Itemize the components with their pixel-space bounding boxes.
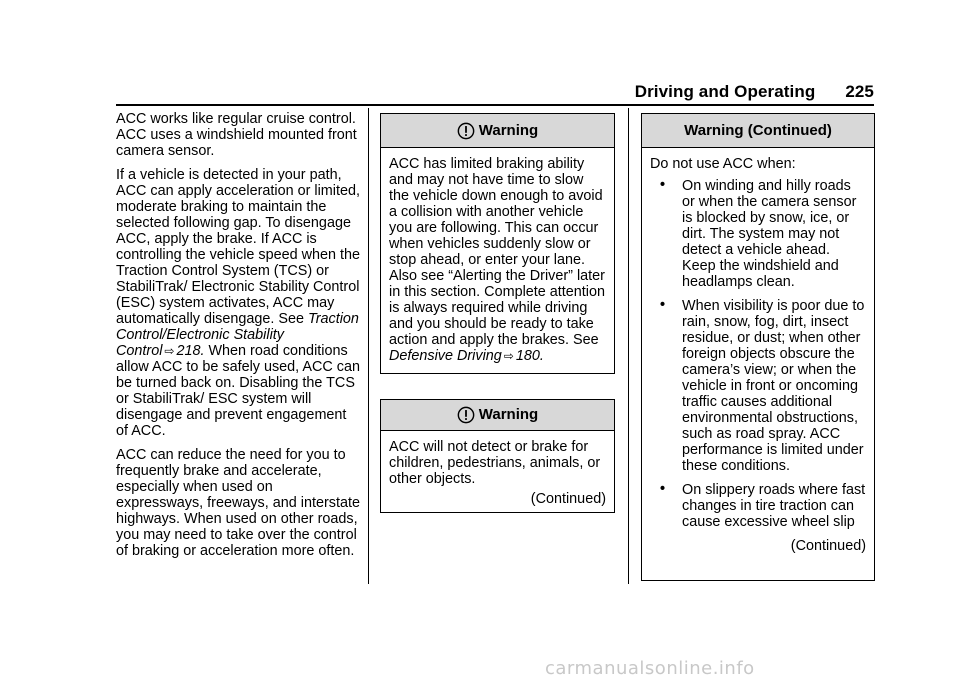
column-divider [368,108,369,584]
warning-box-continued [641,113,875,581]
list-item-text: On winding and hilly roads or when the camera sensor is blocked by snow, ice, or dirt. The system may not detect a vehicle ahead. Keep the windshield and headlamps clean. [682,178,857,290]
warning-body [642,148,874,560]
xref-defensive-driving[interactable]: Defensive Driving [389,348,502,364]
list-item [650,482,866,530]
continued-label: (Continued) [530,491,606,507]
column-left [116,111,360,567]
xref-page[interactable]: 218. [176,343,205,359]
warning-text: ACC will not detect or brake for children, pedestrians, animals, or other objects. [389,439,601,487]
paragraph-acc-benefit: ACC can reduce the need for you to frequently brake and accelerate, especially when used on expressways, freeways, and interstate highways. When used on other roads, you may need to take over the control of braking or acceleration more often. [116,447,360,559]
page-number: 225 [845,82,874,101]
paragraph-text: If a vehicle is detected in your path, ACC can apply acceleration or limited, moderate braking to maintain the selected following gap. To disengage ACC, apply the brake. If ACC is controlling the vehicle speed when the Traction Control System (TCS) or StabiliTrak/ Electronic Stability Control (ESC) system activates, ACC may automatically disengage. See [116,167,361,327]
column-divider [628,108,629,584]
watermark: carmanualsonline.info [545,658,755,679]
paragraph-text: When road conditions allow ACC to be safely used, ACC can be turned back on. Disabling the TCS or StabiliTrak/ ESC system will disengage and prevent engagement of ACC. [116,343,360,439]
bullet-icon: • [660,481,666,497]
bullet-icon: • [660,177,666,193]
page-ref-arrow-icon: ⇨ [164,344,175,358]
warning-header [381,400,614,431]
bullet-icon: • [660,297,666,313]
warning-text [389,156,606,364]
warning-body [381,148,614,370]
warning-text-main: ACC has limited braking ability and may not have time to slow the vehicle down enough to avoid a collision with another vehicle you are following. This can occur when vehicles suddenly slow or stop ahead, or enter your lane. Also see “Alerting the Driver” later in this section. Complete attention is always required while driving and you should be ready to take action and apply the brakes. See [389,156,605,348]
paragraph-acc-intro: ACC works like regular cruise control. ACC uses a windshield mounted front camera sensor. [116,111,357,159]
warning-intro: Do not use ACC when: [650,156,796,172]
header-rule [116,104,874,106]
list-item [650,298,866,474]
continued-label: (Continued) [790,538,866,554]
warning-title: Warning [478,121,539,139]
paragraph-acc-braking [116,167,360,439]
warning-icon [457,122,475,140]
warning-header: Warning (Continued) [642,114,874,148]
warning-icon [457,406,475,424]
page-header [635,82,874,102]
list-item-text: When visibility is poor due to rain, snow, fog, dirt, insect residue, or dust; when other foreign objects obscure the camera’s view; or when the vehicle in front or oncoming traffic causes additional environmental obstructions, such as road spray. ACC performance is limited under these conditions. [682,298,865,474]
warning-title: Warning [478,406,539,423]
xref-page[interactable]: 180. [515,348,544,364]
warning-box [380,399,615,513]
xref-traction-control[interactable]: Traction Control/Electronic Stability Control [116,311,359,359]
bullet-list [650,178,866,530]
list-item [650,178,866,290]
warning-box [380,113,615,374]
warning-body [381,431,614,513]
section-title: Driving and Operating [634,82,816,101]
list-item-text: On slippery roads where fast changes in tire traction can cause excessive wheel slip [682,482,866,530]
page-ref-arrow-icon: ⇨ [503,349,514,363]
warning-header [381,114,614,148]
